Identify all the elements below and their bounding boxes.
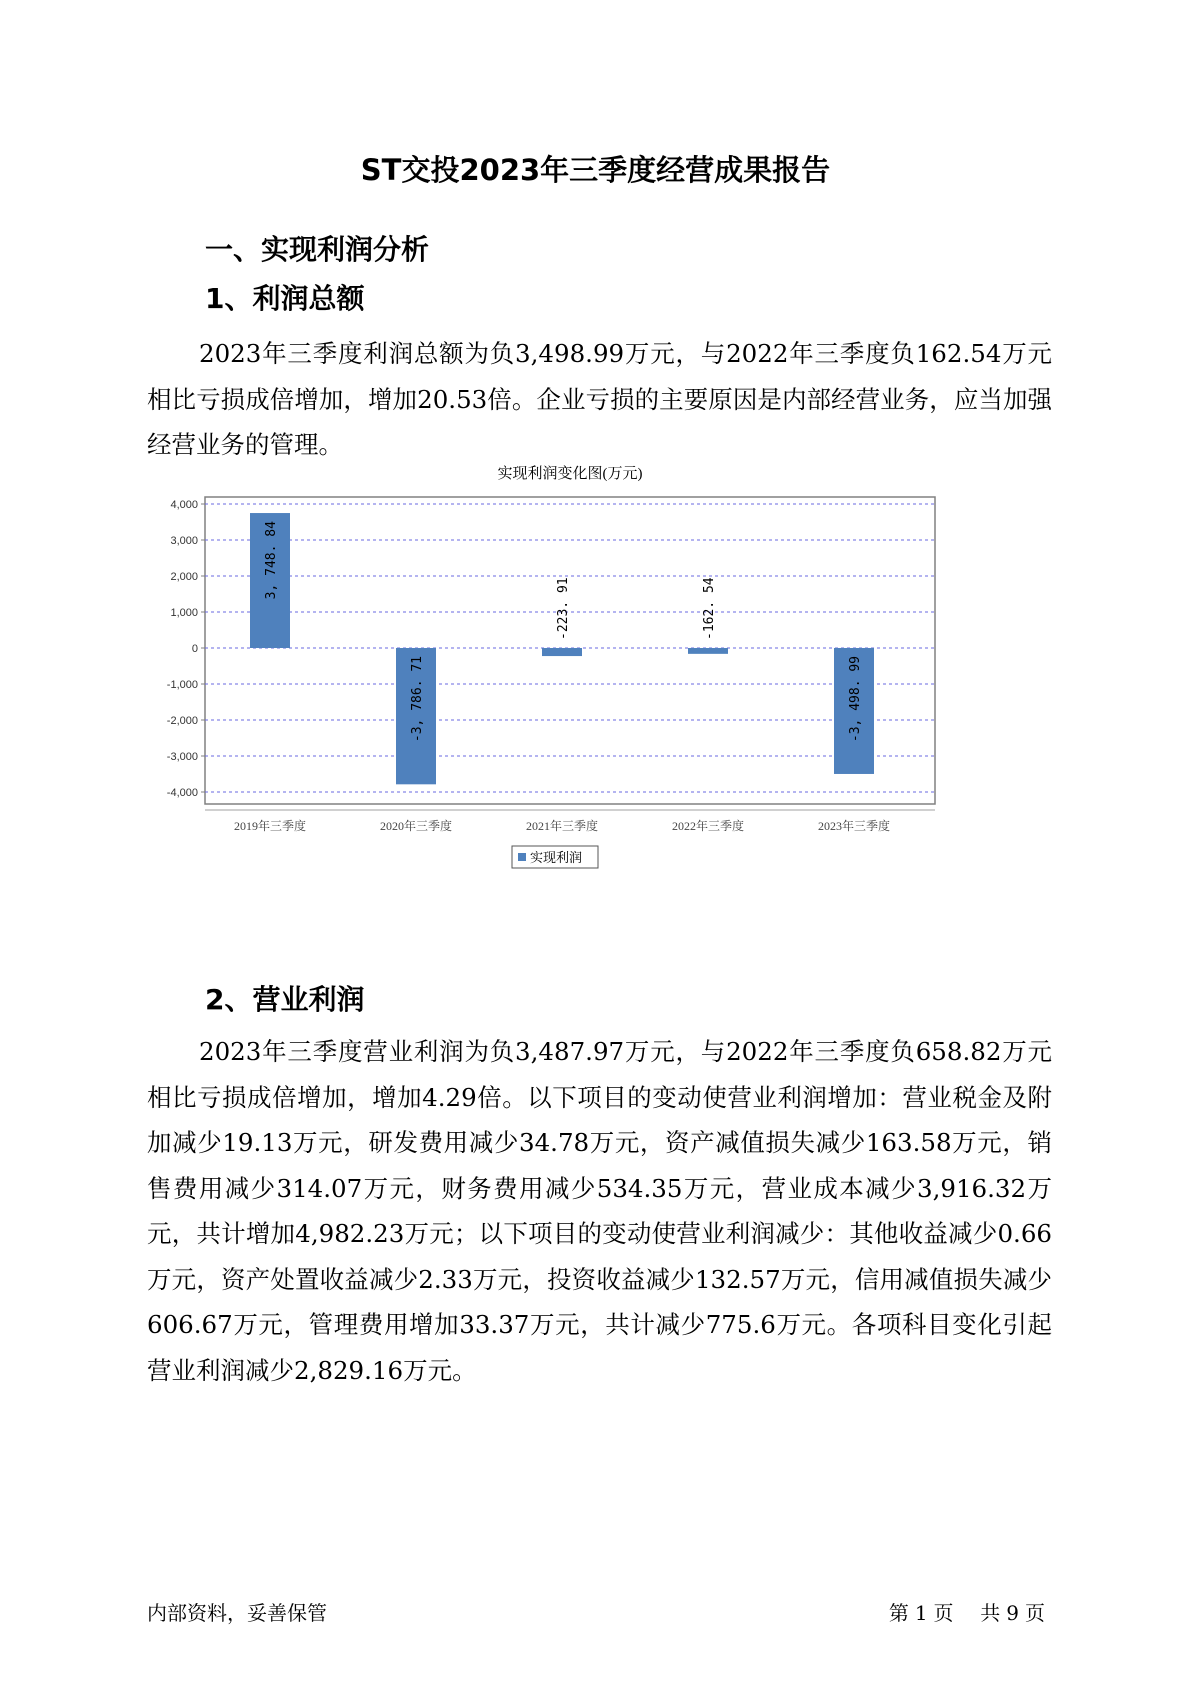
y-tick-label: -3,000 [166,751,198,763]
x-tick-label: 2023年三季度 [817,819,891,833]
footer-total-prefix: 共 [980,1601,1001,1625]
bar-data-label: -223. 91 [556,577,571,640]
chart-bars [250,513,874,784]
section-heading-profit-analysis: 一、实现利润分析 [205,233,430,266]
x-tick-label: 2019年三季度 [233,819,307,833]
bar-data-label: -3, 786. 71 [410,656,425,743]
legend-swatch [518,853,526,861]
x-tick-label: 2020年三季度 [379,819,453,833]
document-title: ST交投2023年三季度经营成果报告 [360,153,831,187]
footer-page-prefix: 第 [888,1601,909,1625]
chart-title: 实现利润变化图(万元) [497,466,643,482]
bar-data-label: -162. 54 [702,577,717,640]
operating-profit-paragraph: 2023年三季度营业利润为负3,487.97万元，与2022年三季度负658.82万元相比亏损成倍增加，增加4.29倍。以下项目的变动使营业利润增加：营业税金及附加减少19.13万元，研发费用减少34.78万元，资产减值损失减少163.58万元，销售费用减少314.07万元，财务费用减少534.35万元，营业成本减少3,916.32万元，共计增加4,982.23万元；以下项目的变动使营业利润减少：其他收益减少0.66万元，资产处置收益减少2.33万元，投资收益减少132.57万元，信用减值损失减少606.67万元，管理费用增加33.37万元，共计减少775.6万元。各项科目变化引起营业利润减少2,829.16万元。 [147,1037,1052,1385]
legend-label: 实现利润 [530,851,583,866]
bar [542,648,582,656]
footer-total-unit: 页 [1025,1601,1045,1625]
x-tick-label: 2022年三季度 [671,819,745,833]
profit-bar-chart [150,466,1030,952]
footer-page-num: 1 [914,1601,928,1625]
chart-legend [512,846,598,868]
y-tick-label: 2,000 [170,571,198,583]
subsection-heading-operating-profit: 2、营业利润 [205,983,365,1016]
footer-page-number [889,1597,1051,1626]
bar-data-label: -3, 498. 99 [848,656,863,743]
subsection-heading-total-profit: 1、利润总额 [205,282,365,315]
footer-total-num: 9 [1006,1601,1019,1625]
bar-data-label: 3, 748. 84 [264,521,279,600]
y-tick-label: 3,000 [170,535,198,547]
y-tick-label: 4,000 [170,499,198,511]
y-tick-label: 0 [191,643,198,655]
x-tick-label: 2021年三季度 [525,819,599,833]
bar [688,648,728,654]
footer-confidential-note: 内部资料，妥善保管 [147,1601,327,1625]
y-tick-label: -4,000 [166,787,198,799]
total-profit-paragraph: 2023年三季度利润总额为负3,498.99万元，与2022年三季度负162.54万元相比亏损成倍增加，增加20.53倍。企业亏损的主要原因是内部经营业务，应当加强经营业务的管理。 [147,339,1052,459]
footer-page-unit: 页 [933,1601,954,1625]
chart-y-axis [167,499,198,799]
y-tick-label: -2,000 [166,715,198,727]
y-tick-label: 1,000 [170,607,198,619]
y-tick-label: -1,000 [166,679,198,691]
chart-x-axis [234,818,890,833]
